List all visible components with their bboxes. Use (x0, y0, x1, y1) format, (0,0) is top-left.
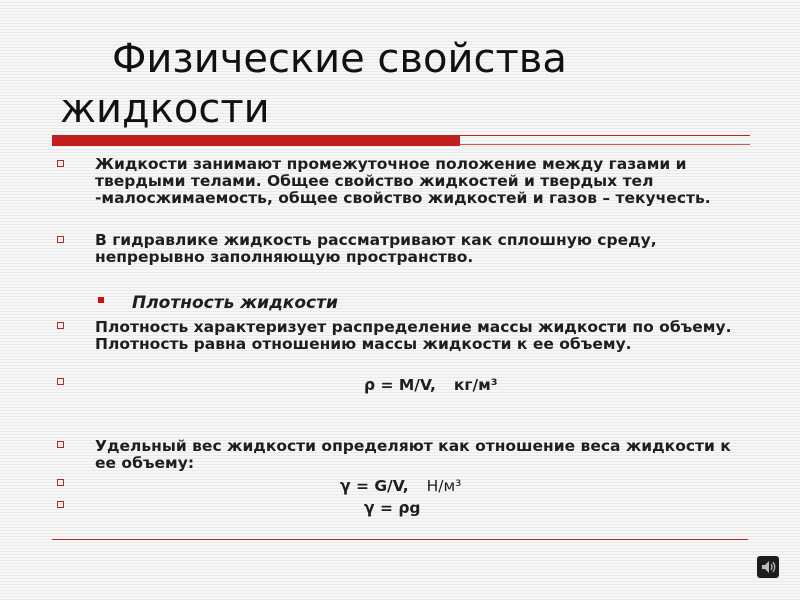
bullet-text-4: Удельный вес жидкости определяют как отношение веса жидкости к ее объему: (95, 437, 731, 472)
title-divider-tail (460, 144, 750, 145)
formula-specific-weight (340, 477, 461, 495)
speaker-icon[interactable] (757, 556, 779, 578)
formula-specific-weight-expr: γ = G/V, (340, 477, 409, 495)
formula-density (364, 376, 498, 394)
bullet-text-3: Плотность характеризует распределение массы жидкости по объему. Плотность равна отношению массы жидкости к ее объему. (95, 318, 732, 353)
formula-relation: γ = ρg (364, 499, 421, 517)
formula-density-unit: кг/м³ (453, 376, 498, 394)
hollow-square-icon (57, 160, 64, 167)
hollow-square-icon (57, 322, 64, 329)
hollow-square-icon (57, 378, 64, 385)
filled-square-icon (98, 297, 104, 303)
bullet-text-2: В гидравлике жидкость рассматривают как сплошную среду, непрерывно заполняющую пространство. (95, 231, 657, 266)
speaker-icon-glyph (757, 556, 779, 578)
bullet-text-1: Жидкости занимают промежуточное положение между газами и твердыми телами. Общее свойство жидкостей и твердых тел -малосжимаемость, общее свойство жидкостей и газов – текучесть. (95, 155, 711, 207)
slide-title (60, 34, 760, 134)
title-line-2: жидкости (60, 86, 270, 132)
title-line-1: Физические свойства (112, 36, 567, 82)
hollow-square-icon (57, 441, 64, 448)
hollow-square-icon (57, 236, 64, 243)
title-divider-accent (52, 136, 460, 146)
formula-density-expr: ρ = M/V, (364, 376, 436, 394)
formula-specific-weight-unit: Н/м³ (426, 477, 462, 495)
subheading-density: Плотность жидкости (132, 293, 338, 313)
bottom-divider (52, 539, 748, 540)
hollow-square-icon (57, 501, 64, 508)
hollow-square-icon (57, 479, 64, 486)
